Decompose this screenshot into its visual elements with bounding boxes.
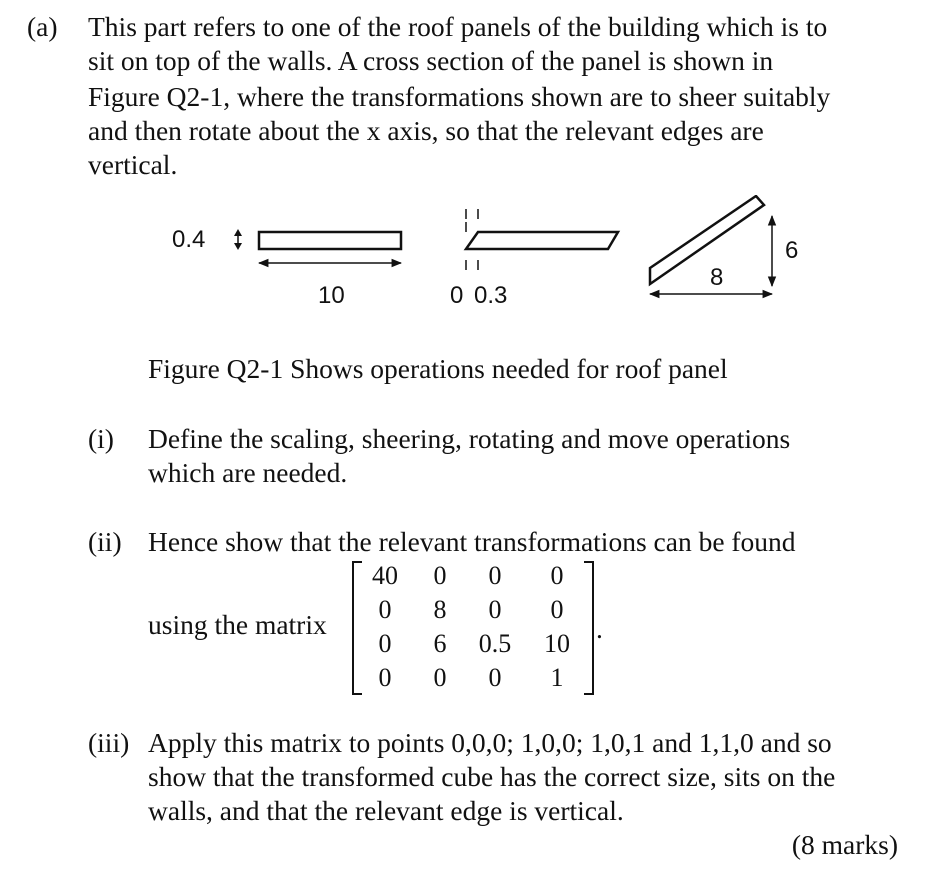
question-iii-line-3: walls, and that the relevant edge is vertical. (148, 795, 624, 826)
question-iii-line-2: show that the transformed cube has the correct size, sits on the (148, 761, 836, 792)
question-iii-line-1: Apply this matrix to points 0,0,0; 1,0,0; 1,0,1 and 1,1,0 and so (148, 727, 832, 758)
matrix-cell: 0.5 (478, 629, 512, 658)
transformation-matrix (350, 557, 596, 695)
shear-label: 0.3 (474, 282, 508, 309)
matrix-row (360, 593, 588, 627)
intro-line-5: vertical. (88, 149, 178, 180)
question-i-label: (i) (88, 423, 114, 454)
question-ii-line-1: Hence show that the relevant transformations can be found (148, 526, 796, 557)
intro-line-3: Figure Q2-1, where the transformations shown are to sheer suitably (88, 81, 831, 112)
intro-line-4: and then rotate about the x axis, so that the relevant edges are (88, 115, 764, 146)
matrix-cell: 0 (488, 663, 502, 692)
intro-line-1: This part refers to one of the roof panels of the building which is to (88, 11, 828, 42)
matrix-cell: 0 (433, 561, 447, 590)
question-ii-label: (ii) (88, 526, 122, 557)
sheared-panel (466, 232, 618, 249)
matrix-cell: 0 (550, 595, 564, 624)
intro-line-2: sit on top of the walls. A cross section of the panel is shown in (88, 45, 774, 76)
question-i-line-1: Define the scaling, sheering, rotating and move operations (148, 423, 791, 454)
matrix-cell: 10 (544, 629, 570, 658)
matrix-cell: 0 (488, 595, 502, 624)
matrix-suffix: . (596, 613, 603, 644)
part-label: (a) (27, 11, 58, 42)
marks-label: (8 marks) (791, 829, 898, 860)
matrix-cell: 6 (433, 629, 447, 658)
matrix-cell: 8 (433, 595, 447, 624)
thickness-arrow (234, 229, 242, 250)
matrix-cell: 0 (550, 561, 564, 590)
matrix-row (360, 627, 588, 661)
matrix-cell: 0 (433, 663, 447, 692)
matrix-prefix: using the matrix (148, 609, 327, 640)
matrix-cell: 40 (372, 561, 398, 590)
question-iii-label: (iii) (88, 727, 130, 758)
matrix-cell: 0 (378, 595, 392, 624)
shear-zero-label: 0 (450, 282, 464, 309)
matrix-cell: 0 (378, 663, 392, 692)
flat-panel (259, 232, 401, 249)
matrix-cell: 1 (550, 663, 564, 692)
question-i-line-2: which are needed. (148, 457, 348, 488)
rotated-panel (650, 196, 764, 284)
matrix-row (360, 559, 588, 593)
rotated-height-label: 6 (785, 237, 799, 264)
figure-caption: Figure Q2-1 Shows operations needed for roof panel (148, 353, 728, 384)
thickness-label: 0.4 (172, 226, 206, 253)
matrix-cell: 0 (488, 561, 502, 590)
rotated-length-label: 8 (710, 264, 724, 291)
figure-q2-1 (0, 195, 926, 325)
matrix-cell: 0 (378, 629, 392, 658)
length-label: 10 (318, 282, 345, 309)
matrix-row (360, 661, 588, 695)
